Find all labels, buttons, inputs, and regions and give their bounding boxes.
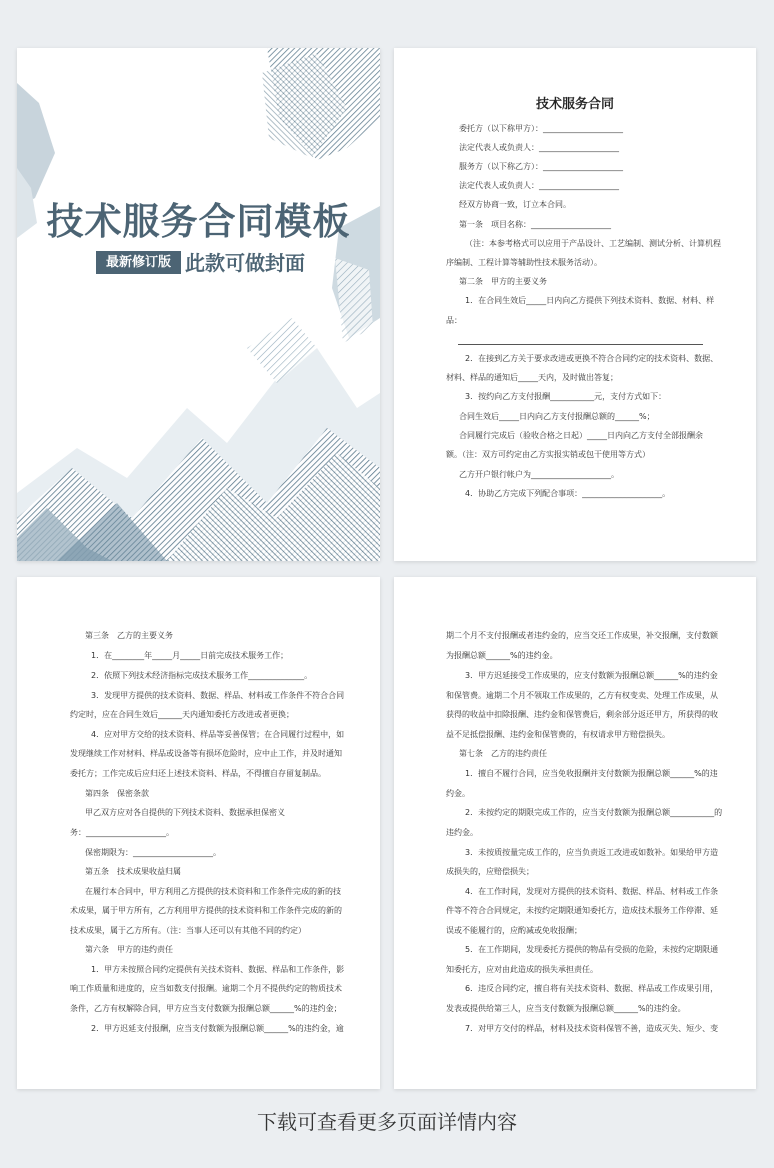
text-line: 3．按约向乙方支付报酬___________元，支付方式如下： (465, 392, 667, 401)
text-line: 术成果，属于甲方所有，乙方利用甲方提供的技术资料和工作条件完成的新的 (70, 906, 342, 915)
text-line: 期二个月不支付报酬或者违约金的，应当交还工作成果，补交报酬，支付数额 (446, 631, 718, 640)
text-line: 条件，乙方有权解除合同，甲方应当支付数额为报酬总额______%的违约金； (70, 1004, 342, 1013)
text-line: 技术成果，属于乙方所有。（注：当事人还可以有其他不同的约定） (70, 926, 306, 935)
text-line: 法定代表人或负责人：____________________ (459, 143, 619, 152)
text-line: 2．甲方迟延支付报酬，应当支付数额为报酬总额______%的违约金，逾 (91, 1024, 344, 1033)
text-line: 务：____________________。 (70, 828, 174, 837)
contract-page-3 (394, 577, 756, 1089)
text-line: 3．发现甲方提供的技术资料、数据、样品、材料或工作条件不符合合同 (91, 691, 345, 700)
text-line: 1．在________年_____月_____日前完成技术服务工作； (91, 651, 289, 660)
text-line: （注：本参考格式可以应用于产品设计、工艺编制、测试分析、计算机程 (465, 239, 721, 248)
text-line: 乙方开户银行帐户为____________________。 (459, 470, 619, 479)
text-line: 2．在接到乙方关于要求改进或更换不符合合同约定的技术资料、数据、 (465, 354, 719, 363)
text-line: 约金。 (446, 789, 470, 798)
text-line: 4．在工作时间，发现对方提供的技术资料、数据、样品、材料或工作条 (465, 887, 719, 896)
text-line: 益不足抵偿报酬、违约金和保管费的，有权请求甲方赔偿损失。 (446, 730, 670, 739)
text-line: 法定代表人或负责人：____________________ (459, 181, 619, 190)
text-line: 件等不符合合同规定，未按约定期限通知委托方，造成技术服务工作停滞、延 (446, 906, 718, 915)
contract-page-1 (394, 48, 756, 561)
text-line: 响工作质量和进度的，应当如数支付报酬。逾期二个月不提供约定的物质技术 (70, 984, 342, 993)
section-heading: 第二条 甲方的主要义务 (459, 277, 547, 286)
text-line: 额。（注：双方可约定由乙方实报实销或包干使用等方式） (446, 450, 650, 459)
text-line: 合同生效后_____日内向乙方支付报酬总额的______%； (459, 412, 655, 421)
text-line: 发现继续工作对材料、样品或设备等有损坏危险时，应中止工作，并及时通知 (70, 749, 342, 758)
cover-subtitle: 此款可做封面 (185, 251, 305, 275)
text-line: 和保管费。逾期二个月不领取工作成果的，乙方有权变卖、处理工作成果，从 (446, 691, 718, 700)
text-line: 1．甲方未按照合同约定提供有关技术资料、数据、样品和工作条件，影 (91, 965, 345, 974)
text-line: 2．未按约定的期限完成工作的，应当支付数额为报酬总额___________的 (465, 808, 723, 817)
text-line: 1．擅自不履行合同，应当免收报酬并支付数额为报酬总额______%的违 (465, 769, 718, 778)
section-heading: 第七条 乙方的违约责任 (459, 749, 547, 758)
text-line: 委托方（以下称甲方）：____________________ (459, 124, 623, 133)
text-line: 获得的收益中扣除报酬、违约金和保管费后，剩余部分返还甲方，所获得的收 (446, 710, 718, 719)
text-line: 3．未按质按量完成工作的，应当负责返工改进或如数补。如果给甲方造 (465, 848, 719, 857)
text-line: 甲乙双方应对各自提供的下列技术资料、数据承担保密义 (85, 808, 285, 817)
download-prompt: 下载可查看更多页面详情内容 (257, 1110, 517, 1134)
text-line: 保密期限为：____________________。 (85, 848, 221, 857)
blank-line (458, 344, 703, 345)
text-line: 品： (446, 316, 462, 325)
text-line: 发表或提供给第三人，应当支付数额为报酬总额______%的违约金。 (446, 1004, 686, 1013)
contract-page-2 (17, 577, 380, 1089)
text-line: 材料、样品的通知后_____天内，及时做出答复； (446, 373, 618, 382)
section-heading: 第四条 保密条款 (85, 789, 149, 798)
text-line: 1．在合同生效后_____日内向乙方提供下列技术资料、数据、材料、样 (465, 296, 715, 305)
text-line: 4．协助乙方完成下列配合事项：____________________。 (465, 489, 671, 498)
text-line: 服务方（以下称乙方）：____________________ (459, 162, 623, 171)
text-line: 违约金。 (446, 828, 478, 837)
text-line: 2．依照下列技术经济指标完成技术服务工作______________。 (91, 671, 313, 680)
cover-geometric-pattern (17, 48, 380, 561)
text-line: 误或不能履行的，应酌减或免收报酬； (446, 926, 582, 935)
cover-title: 技术服务合同模板 (46, 200, 351, 243)
text-line: 在履行本合同中，甲方利用乙方提供的技术资料和工作条件完成的新的技 (85, 887, 341, 896)
section-heading: 第六条 甲方的违约责任 (85, 945, 173, 954)
text-line: 5．在工作期间，发现委托方提供的物品有受损的危险，未按约定期限通 (465, 945, 719, 954)
text-line: 委托方；工作完成后应归还上述技术资料、样品，不得擅自存留复制品。 (70, 769, 326, 778)
contract-title: 技术服务合同 (535, 97, 614, 112)
cover-page (17, 48, 380, 561)
text-line: 成损失的，应赔偿损失； (446, 867, 534, 876)
text-line: 序编制、工程计算等辅助性技术服务活动）。 (446, 258, 602, 267)
text-line: 合同履行完成后（验收合格之日起）_____日内向乙方支付全部报酬余 (459, 431, 703, 440)
text-line: 4．应对甲方交给的技术资料、样品等妥善保管；在合同履行过程中，如 (91, 730, 345, 739)
section-heading: 第三条 乙方的主要义务 (85, 631, 173, 640)
text-line: 7．对甲方交付的样品，材料及技术资料保管不善，造成灭失、短少、变 (465, 1024, 719, 1033)
section-heading: 第五条 技术成果收益归属 (85, 867, 181, 876)
edition-badge: 最新修订版 (96, 251, 181, 274)
text-line: 6．违反合同约定，擅自将有关技术资料、数据、样品或工作成果引用， (465, 984, 719, 993)
text-line: 知委托方，应对由此造成的损失承担责任。 (446, 965, 598, 974)
section-heading: 第一条 项目名称：____________________ (459, 220, 611, 229)
text-line: 为报酬总额______%的违约金。 (446, 651, 558, 660)
text-line: 经双方协商一致，订立本合同。 (459, 200, 571, 209)
text-line: 3．甲方迟延接受工作成果的，应支付数额为报酬总额______%的违约金 (465, 671, 718, 680)
text-line: 约定时，应在合同生效后______天内通知委托方改进或者更换； (70, 710, 294, 719)
